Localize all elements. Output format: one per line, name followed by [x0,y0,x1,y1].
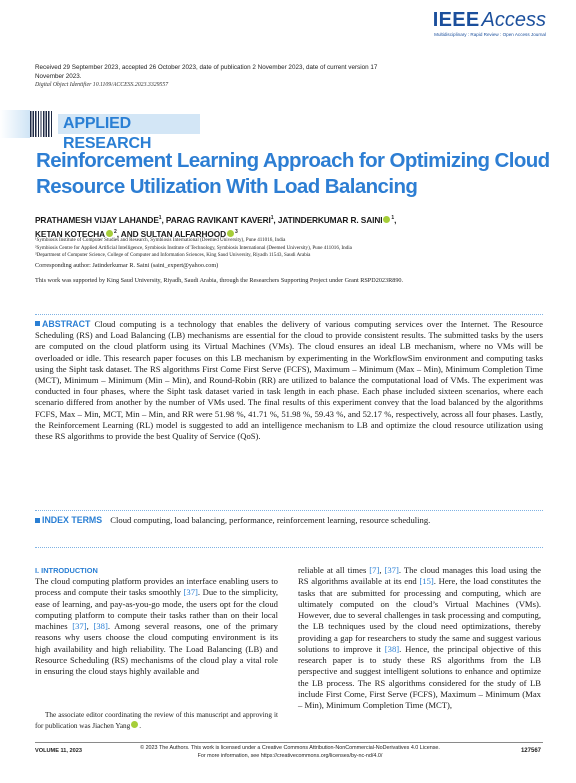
funding-statement: This work was supported by King Saud University, Riyadh, Saudi Arabia, through the Researchers Supporting Project under Grant RSPD2023R890. [35,277,404,284]
orcid-icon[interactable] [106,230,113,237]
section-banner [0,110,200,152]
banner-label: APPLIED RESEARCH [58,114,200,134]
author-list: PRATHAMESH VIJAY LAHANDE$^1$, PARAG RAVIKANT KAVERI$^1$, JATINDERKUMAR R. SAINI $^1$, KETAN KOTECHA $^2$, AND SULTAN ALFARHOOD $^3$ [35,214,397,239]
citation-link[interactable]: [37] [72,621,87,631]
license-link[interactable]: For more information, see https://creativecommons.org/licenses/by-nc-nd/4.0/ [197,752,383,759]
citation-link[interactable]: [7] [369,565,380,575]
citation-link[interactable]: [38] [93,621,108,631]
logo-tagline: Multidisciplinary : Rapid Review : Open Access Journal [434,32,546,37]
footer-license: © 2023 The Authors. This work is licensed under a Creative Commons Attribution-NonCommercial-NoDerivatives 4.0 License. For more information, see https://creativecommons.org/licenses/by-nc-nd/4.0/ [120,745,460,760]
orcid-icon[interactable] [383,216,390,223]
affiliation-line: ²Symbiosis Centre for Applied Artificial Intelligence, Symbiosis Institute of Technology, Symbiosis International (Deemed University), Pune 411016, India [35,244,352,251]
author-name: AND SULTAN ALFARHOOD [120,228,227,239]
banner-gradient [0,110,30,138]
index-terms-label: INDEX TERMS [42,515,103,525]
abstract-text: Cloud computing is a technology that enables the delivery of various computing services over the Internet. The Resource Scheduling (RS) and Load Balancing (LB) mechanisms are essential for the cloud to provide consistent results. The submitted tasks by the users are computed on the cloud platform using its Virtual Machines (VMs). The cloud ensures an ideal LB mechanism, where no VMs will be overloaded or idle. This research paper focuses on this LB mechanism by experimenting in the WorkflowSim environment and computing tasks using the Sipht task dataset. The RS algorithms First Come First Serve (FCFS), Maximum – Minimum (Max – Min), Minimum Completion Time (MCT), Minimum – Minimum (Min – Min), and Round-Robin (RR) are utilized to balance the computational load of VMs. The experiment was conducted in four phases, where the Sipht task dataset varied in task length in each phase. Each phase included sixteen scenarios, where each scenario differed from another by the number of VMs used. The final results of this experiment convey that the load balanced by the algorithms FCFS, Max – Min, MCT, Min – Min, and RR were 51.98 %, 41.71 %, 51.98 %, 59.43 %, and 52.17 %, respectively, across all four phases. Lastly, the Reinforcement Learning (RL) model is suggested to add an intelligence mechanism to LB and optimize the cloud resource utilization using these RS algorithms to provide the best Quality of Service (QoS). [35,319,543,442]
editor-note: The associate editor coordinating the review of this manuscript and approving it for publication was Jiachen Yang . [35,711,278,730]
abstract-block [35,319,543,442]
citation-link[interactable]: [37] [384,565,399,575]
ieee-access-logo [406,9,546,49]
body-paragraph: The cloud computing platform provides an interface enabling users to process and compute their tasks smoothly [37]. Due to the simplicity, ease of learning, and pay-as-you-go mode, the users opt for the cloud computing platform to compute their tasks rather than on their local machines [37], [38]. Among several reasons, one of the primary reasons why users choose the cloud computing environment is its high availability and high reliability. The Load Balancing (LB) and Resource Scheduling (RS) mechanisms of the cloud play a vital role in ensuring the cloud stays highly available and [35,576,278,676]
footer-rule [35,742,543,743]
author-name: PARAG RAVIKANT KAVERI [165,214,271,225]
affiliation-line: ³Department of Computer Science, College of Computer and Information Sciences, King Saud University, Riyadh 11543, Saudi Arabia [35,252,311,258]
citation-link[interactable]: [15] [419,576,434,587]
orcid-icon[interactable] [131,721,138,728]
index-terms-block [35,515,543,527]
corresponding-author: Corresponding author: Jatinderkumar R. Saini (saini_expert@yahoo.com) [35,262,219,269]
divider [35,314,543,315]
citation-link[interactable]: [37] [183,587,198,598]
orcid-icon[interactable] [227,230,234,237]
index-terms-text: Cloud computing, load balancing, performance, reinforcement learning, resource scheduling. [110,515,431,525]
body-column-left [35,565,278,677]
divider [35,547,543,548]
body-column-right [298,565,541,711]
footer-page-number: 127567 [520,748,541,754]
divider [35,510,543,511]
footer-volume: VOLUME 11, 2023 [35,748,82,754]
citation-link[interactable]: [38] [384,643,400,654]
logo-access-text: Access [481,9,546,31]
received-dates: Received 29 September 2023, accepted 26 October 2023, date of publication 2 November 2023, date of current version 17 November 2023. [35,64,378,80]
barcode-stripes-icon [30,111,52,137]
doi-line: Digital Object Identifier 10.1109/ACCESS.2023.3329557 [35,82,169,88]
affiliations [35,237,555,260]
author-name: KETAN KOTECHA [35,228,105,239]
logo-ieee-text: IEEE [432,9,480,31]
author-name: JATINDERKUMAR R. SAINI [277,214,383,225]
section-heading: I. INTRODUCTION [35,566,98,575]
body-paragraph: reliable at all times [7], [37]. The cloud manages this load using the RS algorithms available at its end [15]. Here, the load constitutes the tasks that are submitted for processing and computing, which are ultimately computed on the cloud’s Virtual Machines (VMs). However, due to several challenges in task processing and computing, the LB techniques used by the cloud need optimizations, thereby providing a gap for researchers to study the same and suggest various solutions to improve it [38]. Hence, the principal objective of this research paper is to study these RS algorithms from the LB perspective and suggest intelligent solutions to enhance and optimize the LB process. The RS algorithms considered for the study of LB include First Come, First Serve (FCFS), Maximum – Minimum (Max – Min), Minimum Completion Time (MCT), [298,565,541,710]
abstract-label: ABSTRACT [42,319,91,329]
paper-title: Reinforcement Learning Approach for Optimizing Cloud Resource Utilization With Load Balancing [36,149,550,198]
author-name: PRATHAMESH VIJAY LAHANDE [35,214,159,225]
affiliation-line: ¹Symbiosis Institute of Computer Studies and Research, Symbiosis International (Deemed University), Pune 411016, India [35,237,286,243]
